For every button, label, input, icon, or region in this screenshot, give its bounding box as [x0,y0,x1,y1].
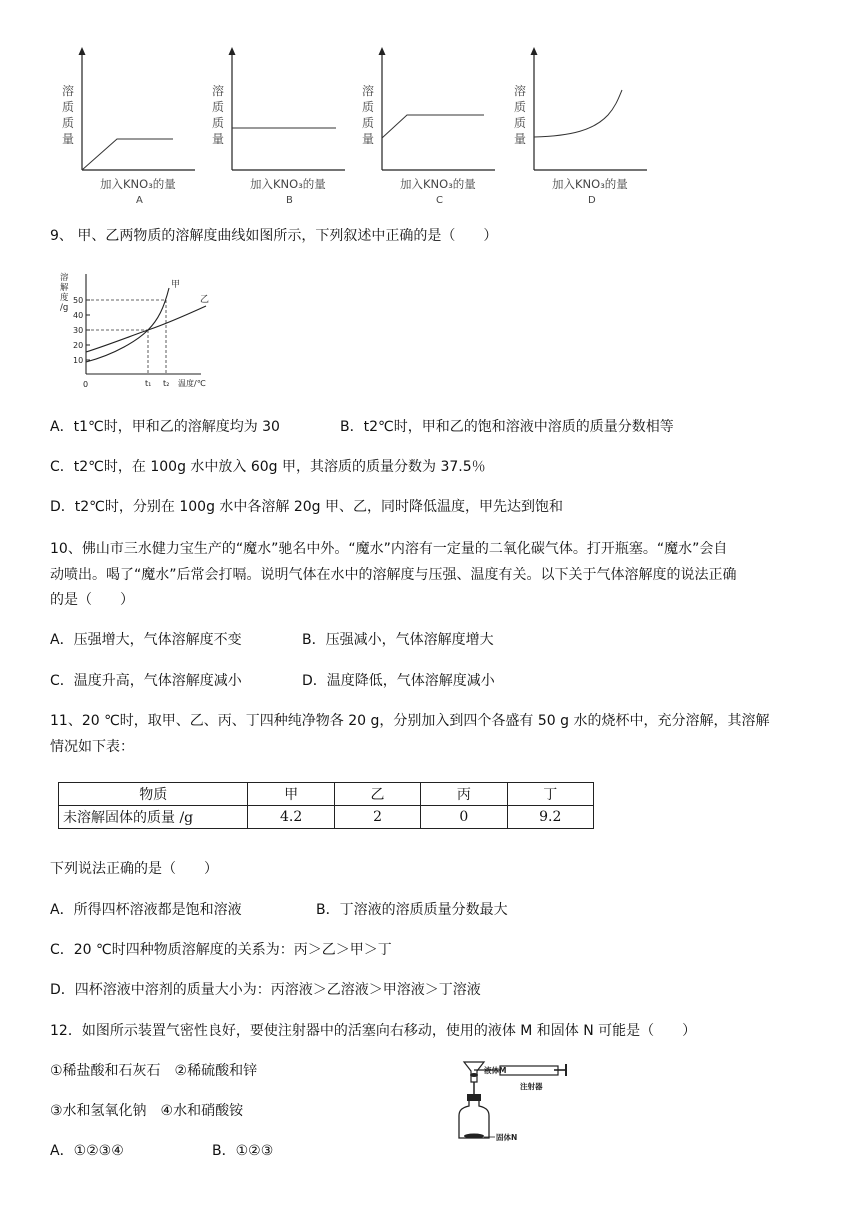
q10-stem-line3: 的是（ ） [50,592,134,608]
q9-ytick-30: 30 [73,326,84,335]
q10-option-c: C．温度升高，气体溶解度减小 [50,673,242,689]
table-header-cell: 丁 [507,783,593,806]
graph-a-ylabel-4: 量 [62,132,75,146]
graph-c-curve [382,115,484,138]
graph-d [512,45,652,210]
q9-ylabel-4: /g [60,303,69,313]
table-cell: 4.2 [248,806,334,829]
q9-curve-jia-label: 甲 [171,280,181,290]
q12-items-line1: ①稀盐酸和石灰石 ②稀硫酸和锌 [50,1063,258,1079]
graph-b-ylabel-2: 质 [212,100,225,114]
q9-curve-jia [86,288,169,362]
solid-n-label: 固体N [496,1133,518,1142]
q9-xlabel: 温度/℃ [178,379,206,388]
graph-a-ylabel-1: 溶 [62,84,75,98]
graph-c-ylabel-1: 溶 [362,84,375,98]
q9-option-c: C．t2℃时，在 100g 水中放入 60g 甲，其溶质的质量分数为 37.5％ [50,459,486,475]
bottle-icon [459,1101,489,1138]
graph-a-curve [82,139,173,170]
table-header-row [59,783,594,806]
q9-ylabel-1: 溶 [60,273,69,283]
table-row [59,806,594,829]
graph-b-ylabel-4: 量 [212,132,225,146]
q11-option-b: B．丁溶液的溶质质量分数最大 [316,902,508,918]
q10-option-b: B．压强减小，气体溶解度增大 [302,632,494,648]
q10-stem-line2: 动喷出。喝了“魔水”后常会打嗝。说明气体在水中的溶解度与压强、温度有关。以下关于气体溶解度的说法正确 [50,567,737,583]
q12-option-a: A．①②③④ [50,1143,124,1159]
q9-option-b: B．t2℃时，甲和乙的饱和溶液中溶质的质量分数相等 [340,419,674,435]
q9-ylabel-2: 解 [60,283,69,293]
q11-option-d: D．四杯溶液中溶剂的质量大小为：丙溶液＞乙溶液＞甲溶液＞丁溶液 [50,982,481,998]
q9-option-a: A．t1℃时，甲和乙的溶解度均为 30 [50,419,280,435]
liquid-m-label: 液体M [484,1066,507,1075]
table-header-cell: 物质 [59,783,248,806]
q11-option-a: A．所得四杯溶液都是饱和溶液 [50,902,242,918]
graph-b-ylabel-1: 溶 [212,84,225,98]
q10-stem-line1: 10、佛山市三水健力宝生产的“魔水”驰名中外。“魔水”内溶有一定量的二氧化碳气体。打开瓶塞。“魔水”会自 [50,541,728,557]
q12-apparatus [452,1058,582,1144]
table-cell: 9.2 [507,806,593,829]
q10-option-d: D．温度降低，气体溶解度减小 [302,673,495,689]
q9-ytick-40: 40 [73,311,84,320]
q9-origin: 0 [83,380,89,389]
table-header-cell: 甲 [248,783,334,806]
q9-stem: 9、 甲、乙两物质的溶解度曲线如图所示，下列叙述中正确的是（ ） [50,228,498,244]
graph-d-ylabel-2: 质 [514,100,527,114]
graph-a-y-arrow [79,47,86,55]
graph-c-ylabel-2: 质 [362,100,375,114]
graph-a-letter: A [136,195,143,206]
graph-d-xlabel: 加入KNO₃的量 [552,177,628,191]
q11-prompt: 下列说法正确的是（ ） [50,861,218,877]
graph-a [60,45,200,210]
graph-b-xlabel: 加入KNO₃的量 [250,177,326,191]
graph-d-letter: D [588,195,596,206]
bottle-stopper [467,1094,481,1101]
q10-option-a: A．压强增大，气体溶解度不变 [50,632,242,648]
q9-ytick-10: 10 [73,356,84,365]
graph-d-ylabel-3: 质 [514,116,527,130]
table-header-cell: 乙 [334,783,420,806]
q9-xtick-t2: t₂ [163,379,170,388]
q11-option-c: C．20 ℃时四种物质溶解度的关系为：丙＞乙＞甲＞丁 [50,942,392,958]
q12-option-b: B．①②③ [212,1143,274,1159]
table-header-cell: 丙 [421,783,507,806]
graph-c-xlabel: 加入KNO₃的量 [400,177,476,191]
graph-c-ylabel-4: 量 [362,132,375,146]
table-cell: 未溶解固体的质量 /g [59,806,248,829]
graph-c-letter: C [436,195,443,206]
q9-xtick-t1: t₁ [145,379,152,388]
solid-n-pile [464,1134,484,1139]
q9-ytick-50: 50 [73,296,84,305]
q11-stem-line2: 情况如下表： [50,739,134,755]
q11-solubility-table [58,782,594,829]
q9-ytick-20: 20 [73,341,84,350]
graph-b [210,45,350,210]
graph-d-ylabel-4: 量 [514,132,527,146]
q9-curve-yi [86,306,206,352]
q12-items-line2: ③水和氢氧化钠 ④水和硝酸铵 [50,1103,244,1119]
graph-a-ylabel-3: 质 [62,116,75,130]
graph-c-ylabel-3: 质 [362,116,375,130]
q9-ylabel-3: 度 [60,293,69,303]
syringe-label: 注射器 [520,1082,543,1091]
funnel-stopcock [470,1073,478,1077]
graph-b-ylabel-3: 质 [212,116,225,130]
graph-b-y-arrow [229,47,236,55]
graph-c-y-arrow [379,47,386,55]
q9-solubility-chart [56,270,226,395]
graph-d-curve [534,90,622,137]
graph-a-xlabel: 加入KNO₃的量 [100,177,176,191]
graph-a-ylabel-2: 质 [62,100,75,114]
funnel-icon [464,1062,484,1082]
graph-b-letter: B [286,195,293,206]
syringe-barrel [500,1066,558,1075]
graph-d-y-arrow [531,47,538,55]
graph-d-ylabel-1: 溶 [514,84,527,98]
q11-stem-line1: 11、20 ℃时，取甲、乙、丙、丁四种纯净物各 20 g，分别加入到四个各盛有 50 g 水的烧杯中，充分溶解，其溶解 [50,713,770,729]
table-cell: 0 [421,806,507,829]
q9-option-d: D．t2℃时，分别在 100g 水中各溶解 20g 甲、乙，同时降低温度，甲先达到饱和 [50,499,564,515]
graph-c [360,45,500,210]
q9-curve-yi-label: 乙 [200,295,210,305]
q12-stem: 12．如图所示装置气密性良好，要使注射器中的活塞向右移动，使用的液体 M 和固体 N 可能是（ ） [50,1023,697,1039]
table-cell: 2 [334,806,420,829]
